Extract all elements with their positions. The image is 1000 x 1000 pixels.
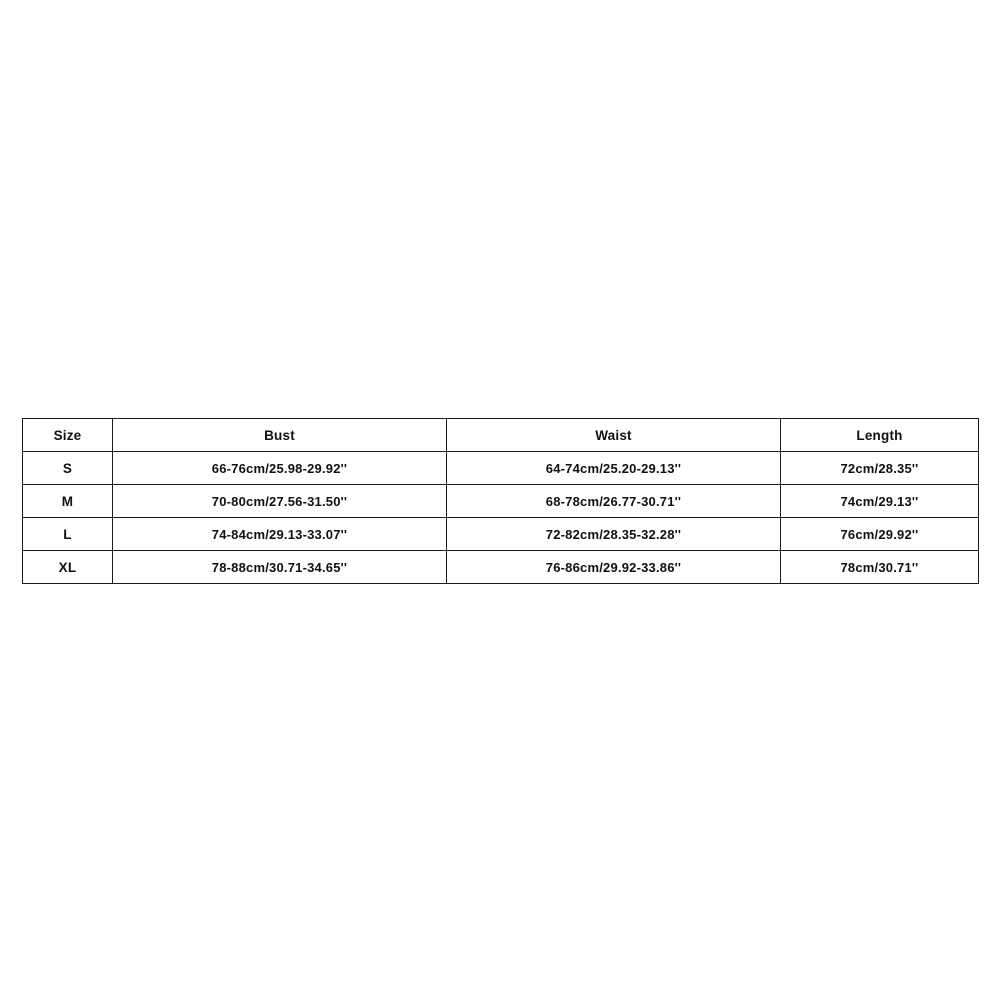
cell-length: 72cm/28.35'': [781, 452, 979, 485]
cell-bust: 78-88cm/30.71-34.65'': [113, 551, 447, 584]
cell-bust: 66-76cm/25.98-29.92'': [113, 452, 447, 485]
table-header: [23, 419, 979, 452]
cell-length: 74cm/29.13'': [781, 485, 979, 518]
column-header-size: Size: [23, 419, 113, 452]
cell-size: M: [23, 485, 113, 518]
column-header-length: Length: [781, 419, 979, 452]
table-row: [23, 551, 979, 584]
cell-length: 76cm/29.92'': [781, 518, 979, 551]
cell-waist: 72-82cm/28.35-32.28'': [447, 518, 781, 551]
cell-size: S: [23, 452, 113, 485]
cell-bust: 70-80cm/27.56-31.50'': [113, 485, 447, 518]
table-body: [23, 452, 979, 584]
cell-size: L: [23, 518, 113, 551]
size-chart-table: [22, 418, 979, 584]
table-header-row: [23, 419, 979, 452]
table-row: [23, 518, 979, 551]
cell-waist: 76-86cm/29.92-33.86'': [447, 551, 781, 584]
column-header-bust: Bust: [113, 419, 447, 452]
cell-bust: 74-84cm/29.13-33.07'': [113, 518, 447, 551]
table-row: [23, 452, 979, 485]
cell-waist: 64-74cm/25.20-29.13'': [447, 452, 781, 485]
table-row: [23, 485, 979, 518]
size-chart-table-container: [22, 418, 978, 584]
column-header-waist: Waist: [447, 419, 781, 452]
cell-size: XL: [23, 551, 113, 584]
cell-length: 78cm/30.71'': [781, 551, 979, 584]
cell-waist: 68-78cm/26.77-30.71'': [447, 485, 781, 518]
